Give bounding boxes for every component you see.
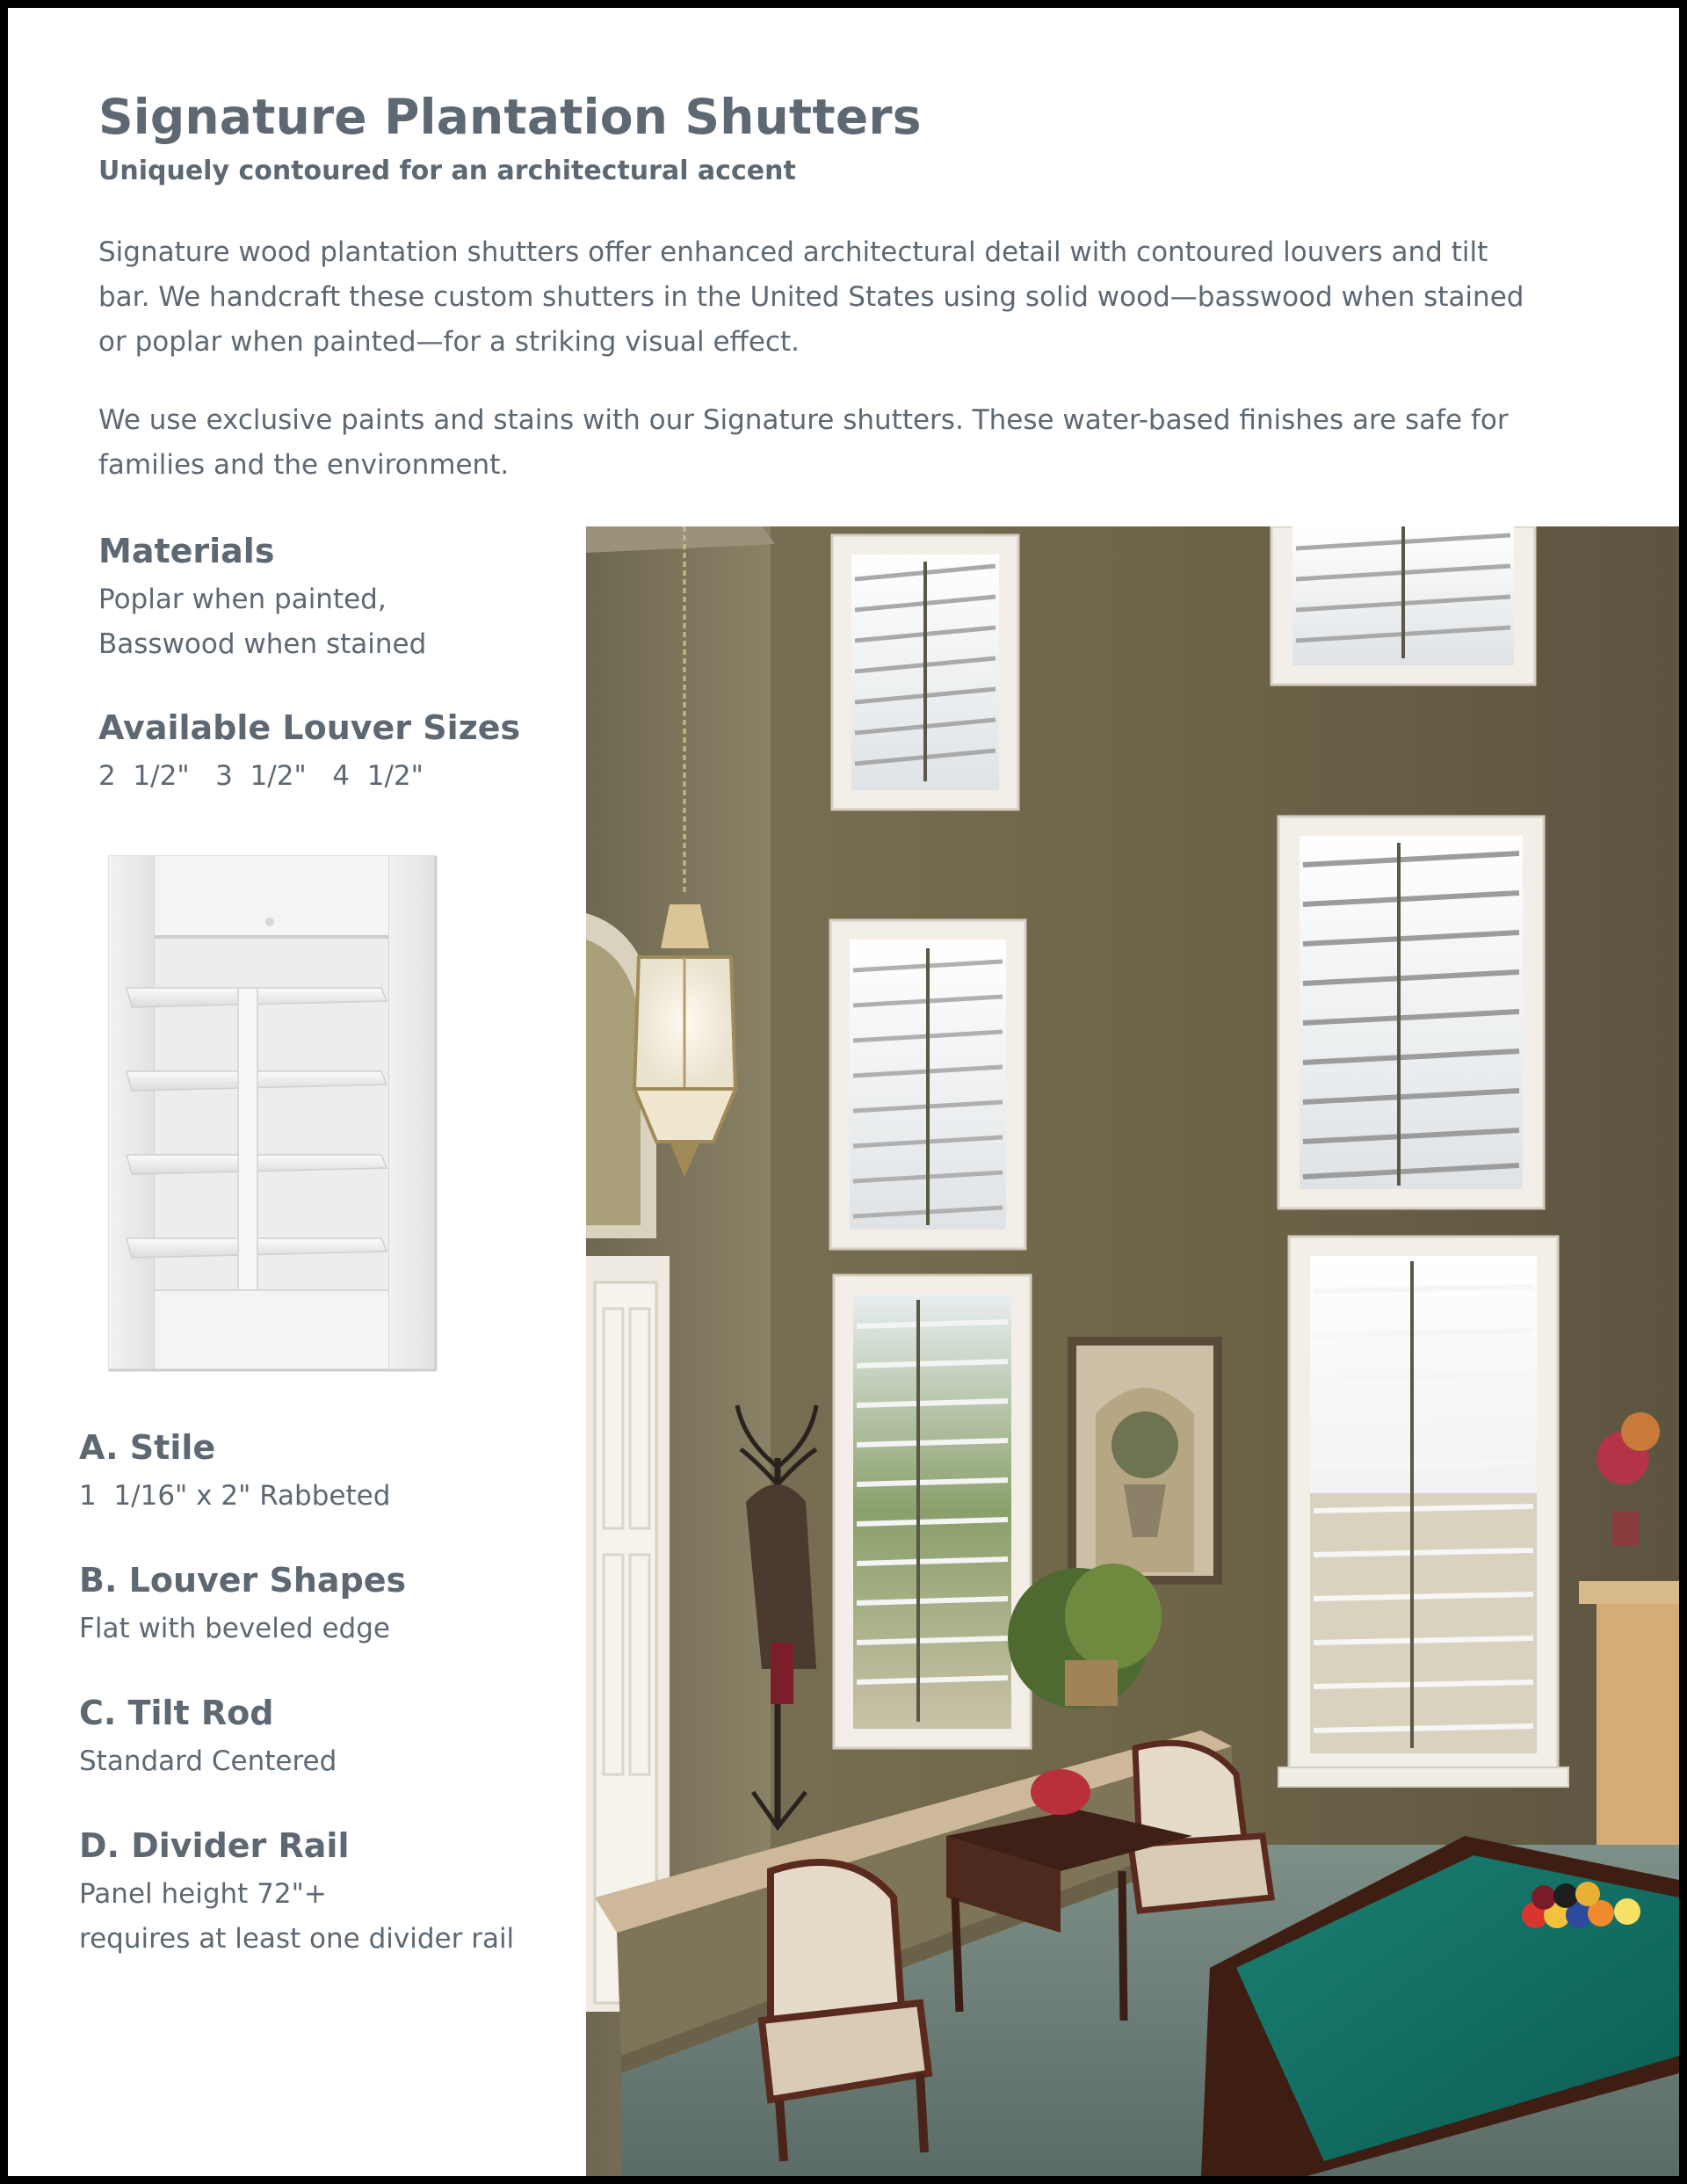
intro-paragraph-1 (98, 230, 1592, 365)
intro-line: We use exclusive paints and stains with our Signature shutters. These water-based finishes are safe for (98, 404, 1509, 436)
louver-shapes-value: Flat with beveled edge (79, 1613, 390, 1644)
shutter-window-top-right (1271, 526, 1535, 685)
divider-rail-line: Panel height 72"+ (79, 1878, 327, 1910)
wall-painting (1068, 1337, 1222, 1585)
shutter-window-bottom-right (1278, 1237, 1568, 1787)
shutter-window-bottom-left (834, 1275, 1031, 1748)
divider-rail-heading: D. Divider Rail (79, 1826, 350, 1865)
shutter-window-middle-left (830, 920, 1025, 1249)
divider-rail-line: requires at least one divider rail (79, 1923, 515, 1955)
intro-line: bar. We handcraft these custom shutters in the United States using solid wood—basswood when stained (98, 281, 1524, 313)
tilt-rod-value: Standard Centered (79, 1745, 337, 1777)
intro-line: families and the environment. (98, 449, 510, 481)
stile-heading: A. Stile (79, 1428, 216, 1467)
intro-line: Signature wood plantation shutters offer enhanced architectural detail with contoured louvers and tilt (98, 236, 1488, 268)
materials-line: Basswood when stained (98, 628, 427, 660)
tilt-rod-heading: C. Tilt Rod (79, 1694, 274, 1732)
materials-line: Poplar when painted, (98, 584, 387, 615)
room-photo (586, 526, 1679, 2176)
louver-shapes-heading: B. Louver Shapes (79, 1561, 407, 1600)
materials-heading: Materials (98, 532, 275, 570)
stile-value: 1 1/16" x 2" Rabbeted (79, 1480, 391, 1512)
intro-line: or poplar when painted—for a striking visual effect. (98, 326, 800, 358)
louver-sizes-value: 2 1/2" 3 1/2" 4 1/2" (98, 760, 424, 792)
louver-sizes-heading: Available Louver Sizes (98, 708, 521, 747)
materials-value (98, 577, 426, 667)
divider-rail-value (79, 1872, 514, 1962)
shutter-window-middle-right (1278, 816, 1544, 1208)
shutter-window-top-left (832, 535, 1018, 809)
page (8, 8, 1679, 2176)
page-title: Signature Plantation Shutters (98, 89, 922, 145)
page-subtitle: Uniquely contoured for an architectural accent (98, 156, 796, 186)
intro-paragraph-2 (98, 398, 1592, 488)
shutter-diagram (100, 847, 456, 1379)
